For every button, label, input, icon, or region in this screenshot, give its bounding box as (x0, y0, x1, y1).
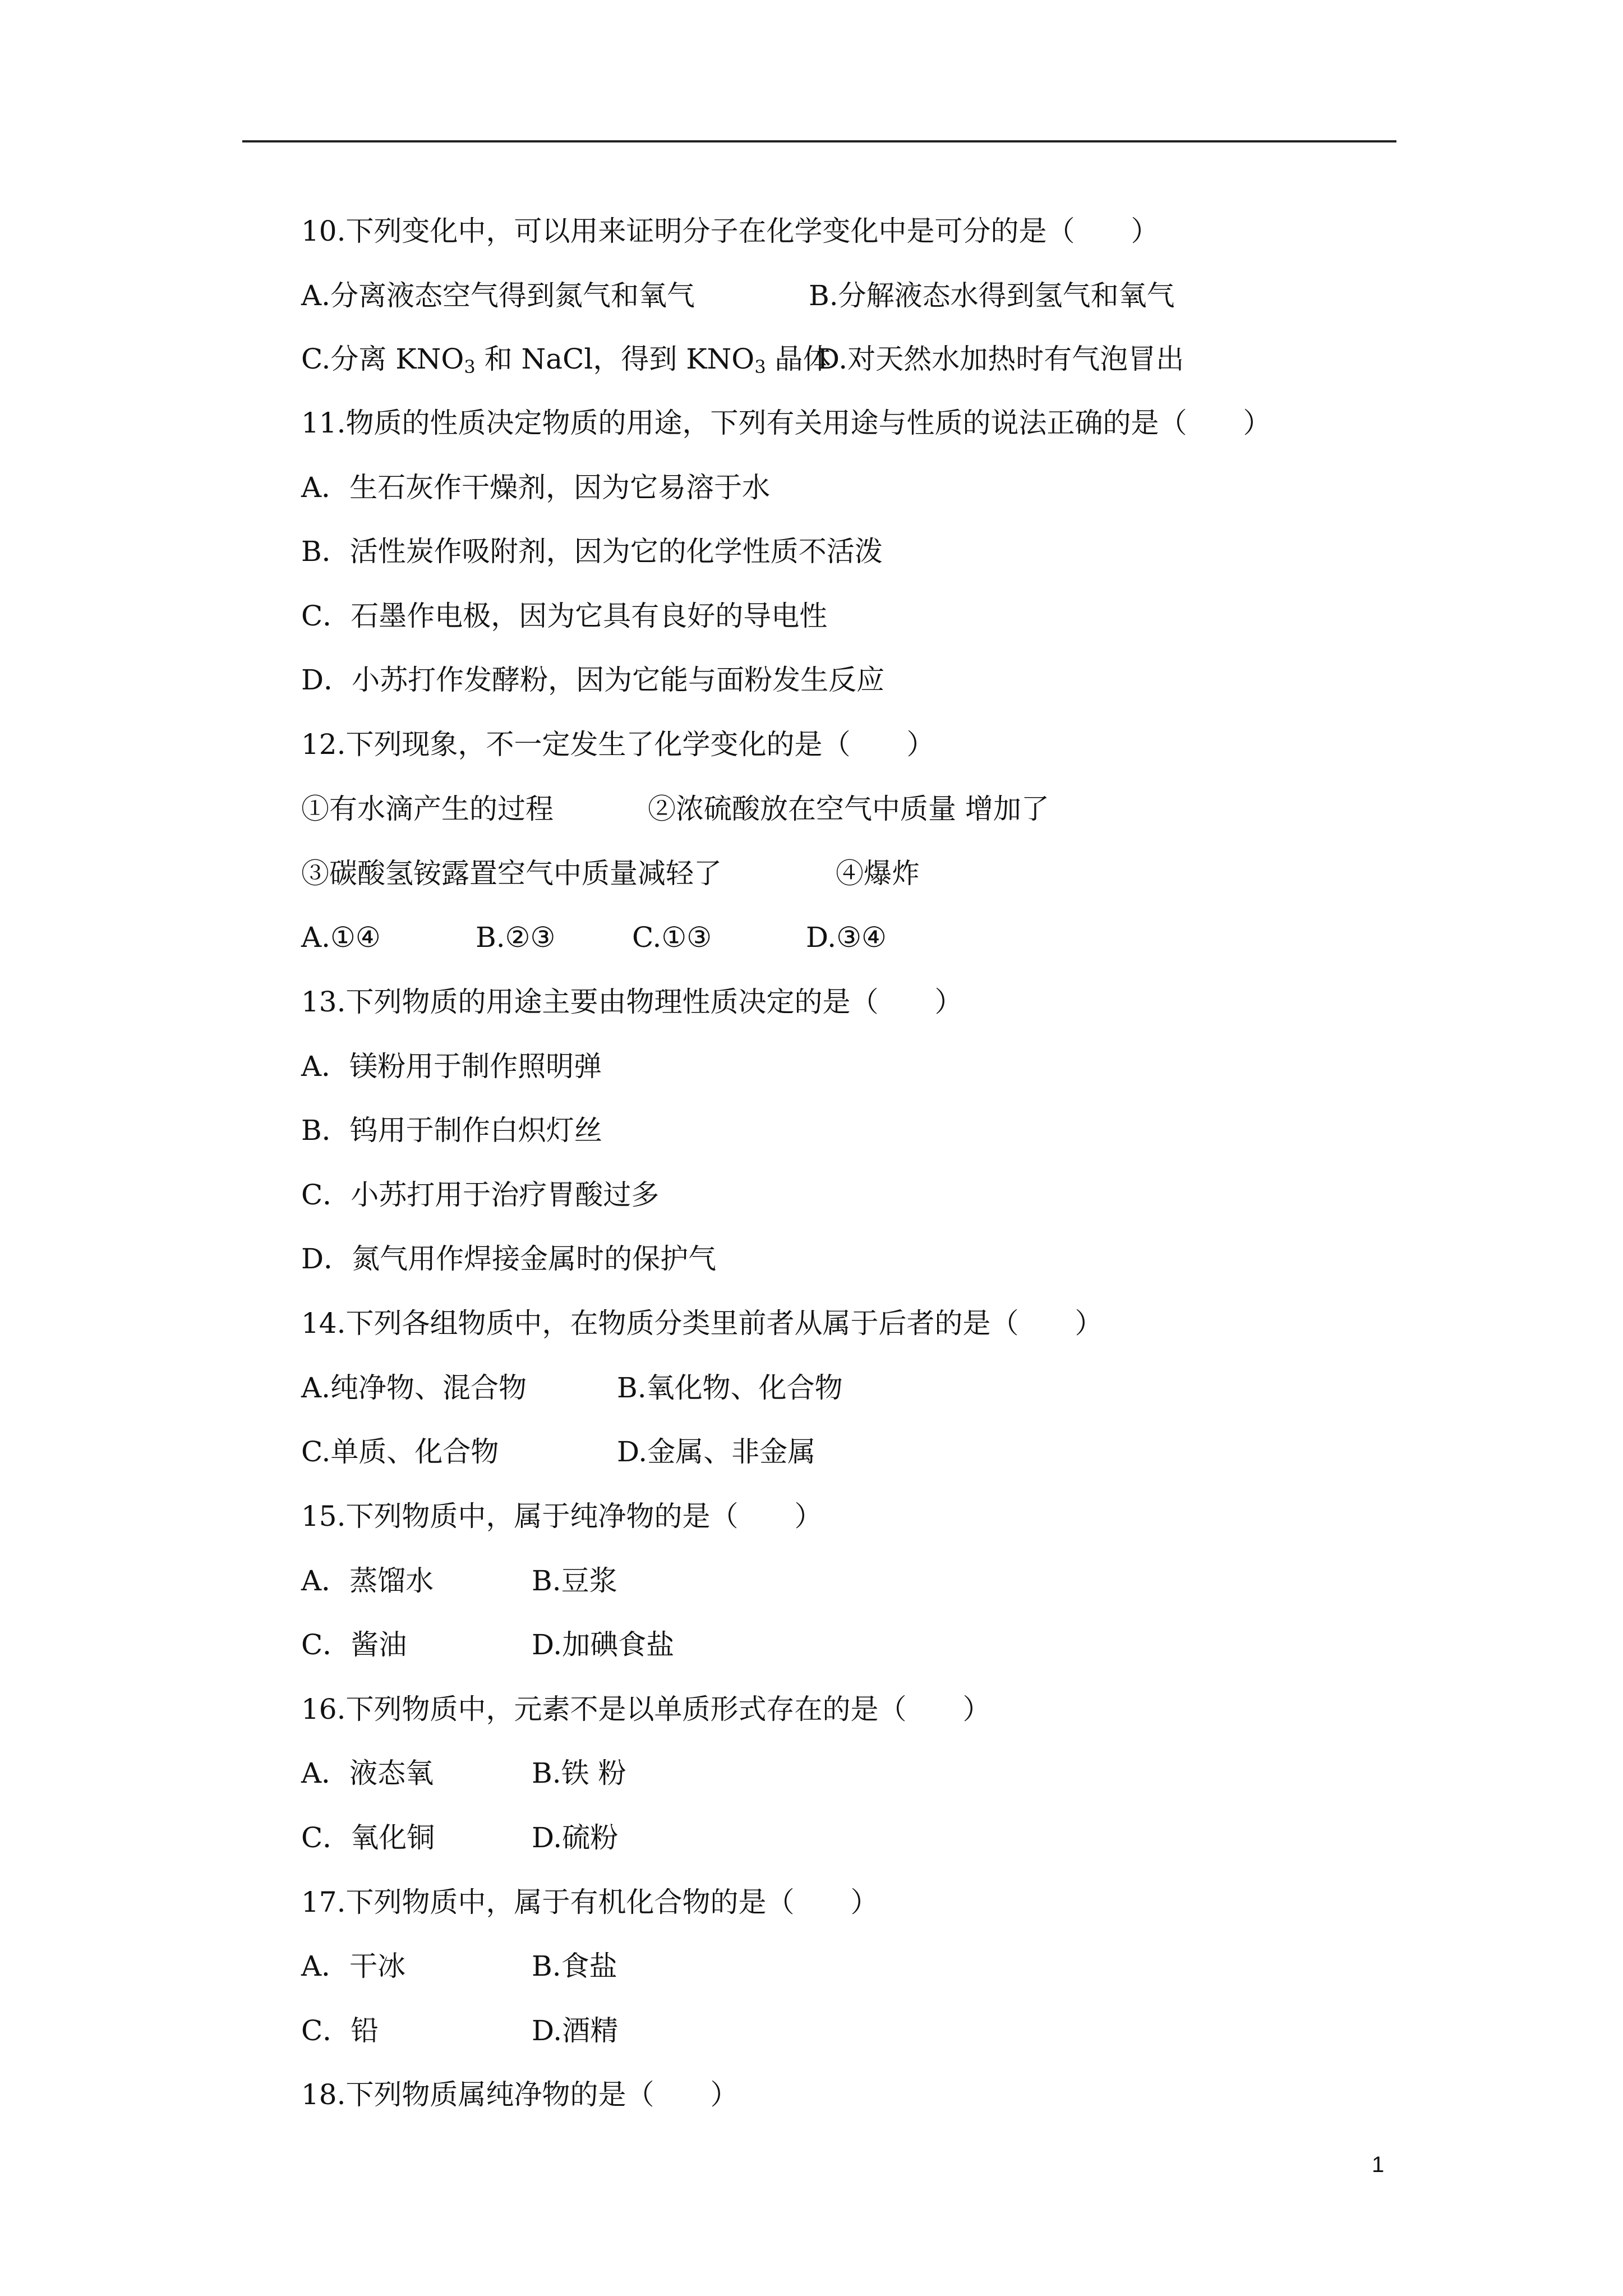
q17-option-c: C．铅 (301, 2014, 379, 2047)
q15-stem: 15.下列物质中，属于纯净物的是（ ） (301, 1500, 823, 1533)
q10-option-a: A.分离液态空气得到氮气和氧气 (301, 279, 695, 312)
q12-option-c: C.①③ (632, 921, 712, 954)
q12-item-4: ④爆炸 (836, 857, 920, 890)
header-rule (242, 140, 1396, 142)
q18-stem: 18.下列物质属纯净物的是（ ） (301, 2078, 739, 2111)
q13-option-c: C．小苏打用于治疗胃酸过多 (301, 1179, 660, 1211)
q10-stem: 10.下列变化中，可以用来证明分子在化学变化中是可分的是（ ） (301, 215, 1159, 247)
q16-option-a: A．液态氧 (301, 1757, 434, 1789)
q10-c-text-2: 和 NaCl，得到 KNO (475, 343, 755, 375)
q12-option-d: D.③④ (806, 921, 887, 954)
q15-option-d: D.加碘食盐 (532, 1628, 675, 1661)
q13-option-a: A．镁粉用于制作照明弹 (301, 1050, 602, 1083)
q17-option-b: B.食盐 (532, 1950, 617, 1982)
q13-option-d: D．氮气用作焊接金属时的保护气 (301, 1243, 717, 1275)
q15-option-b: B.豆浆 (532, 1565, 617, 1597)
q16-option-c: C．氧化铜 (301, 1821, 435, 1854)
q12-stem: 12.下列现象，不一定发生了化学变化的是（ ） (301, 728, 935, 761)
q14-option-d: D.金属、非金属 (617, 1435, 816, 1468)
q15-option-a: A．蒸馏水 (301, 1565, 434, 1597)
q12-item-3: ③碳酸氢铵露置空气中质量减轻了 (301, 857, 722, 890)
q11-option-d: D．小苏打作发酵粉，因为它能与面粉发生反应 (301, 664, 885, 696)
q11-option-b: B．活性炭作吸附剂，因为它的化学性质不活泼 (301, 535, 883, 568)
q10-option-b: B.分解液态水得到氢气和氧气 (809, 279, 1175, 312)
q16-stem: 16.下列物质中，元素不是以单质形式存在的是（ ） (301, 1693, 991, 1726)
q12-item-2: ②浓硫酸放在空气中质量 增加了 (648, 793, 1049, 825)
q14-option-b: B.氧化物、化合物 (617, 1372, 843, 1404)
q10-option-d: D.对天然水加热时有气泡冒出 (817, 343, 1184, 375)
q10-c-sub-2: 3 (754, 356, 766, 378)
q11-stem: 11.物质的性质决定物质的用途，下列有关用途与性质的说法正确的是（ ） (301, 407, 1271, 439)
q14-option-c: C.单质、化合物 (301, 1435, 499, 1468)
q10-option-c (301, 342, 831, 376)
q17-option-d: D.酒精 (532, 2014, 619, 2047)
q16-option-d: D.硫粉 (532, 1821, 619, 1854)
q11-option-c: C．石墨作电极，因为它具有良好的导电性 (301, 600, 828, 632)
q17-stem: 17.下列物质中，属于有机化合物的是（ ） (301, 1886, 879, 1918)
q13-stem: 13.下列物质的用途主要由物理性质决定的是（ ） (301, 986, 963, 1018)
q16-option-b: B.铁 粉 (532, 1757, 626, 1789)
page-number: 1 (1372, 2152, 1385, 2177)
q10-c-text-1: C.分离 KNO (301, 343, 464, 375)
q15-option-c: C．酱油 (301, 1628, 407, 1661)
q14-option-a: A.纯净物、混合物 (301, 1372, 527, 1404)
q10-c-text-3: 晶体 (766, 343, 831, 375)
q12-option-a: A.①④ (301, 921, 381, 954)
q17-option-a: A．干冰 (301, 1950, 406, 1982)
q12-item-1: ①有水滴产生的过程 (301, 793, 554, 825)
q10-c-sub-1: 3 (464, 356, 476, 378)
q11-option-a: A．生石灰作干燥剂，因为它易溶于水 (301, 471, 771, 504)
q12-option-b: B.②③ (476, 921, 556, 954)
q13-option-b: B．钨用于制作白炽灯丝 (301, 1114, 602, 1147)
q14-stem: 14.下列各组物质中，在物质分类里前者从属于后者的是（ ） (301, 1307, 1103, 1340)
